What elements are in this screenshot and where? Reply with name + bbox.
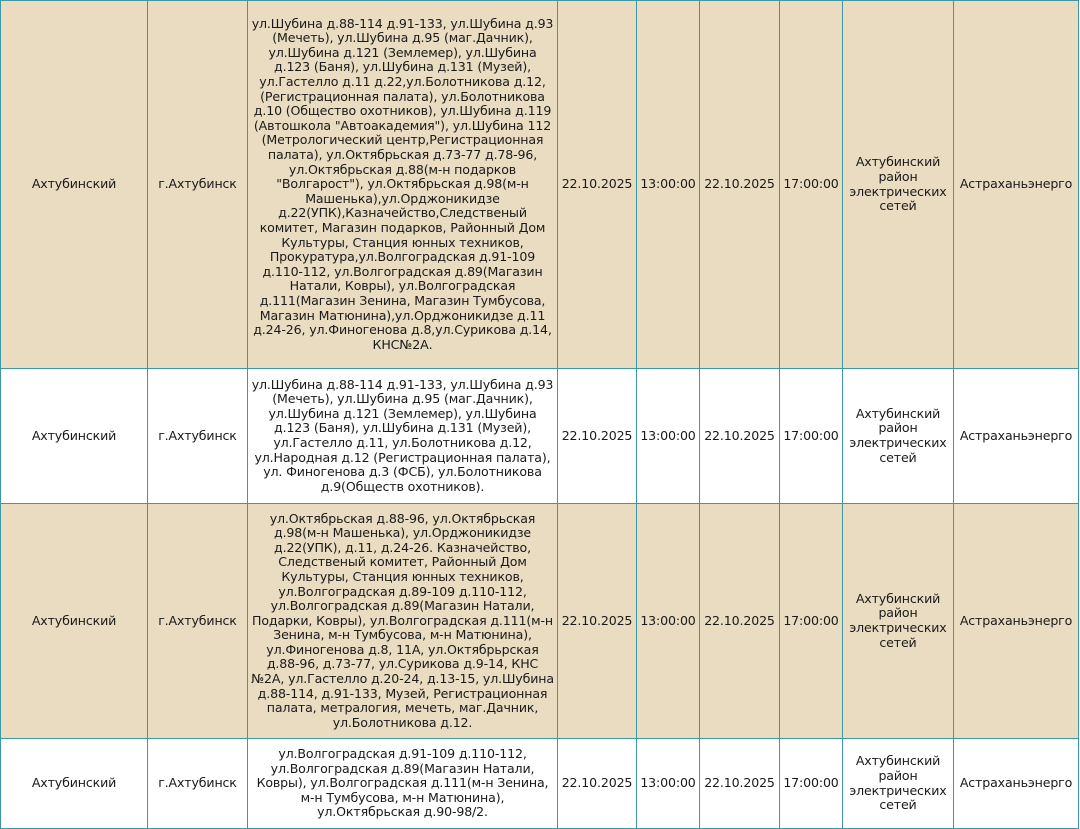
start-date-cell: 22.10.2025	[558, 504, 637, 739]
end-date-cell: 22.10.2025	[700, 1, 780, 369]
addresses-cell: ул.Волгоградская д.91-109 д.110-112, ул.Волгоградская д.89(Магазин Натали, Ковры), ул.Волгоградская д.111(м-н Зенина, м-н Тумбусова, м-н Матюнина), ул.Октябрьская д.90-98/2.	[248, 739, 558, 829]
district-cell: Ахтубинский	[1, 504, 148, 739]
table-row	[1, 1, 1079, 369]
network-unit-cell: Ахтубинский район электрических сетей	[843, 504, 954, 739]
locality-cell: г.Ахтубинск	[148, 1, 248, 369]
end-time-cell: 17:00:00	[780, 739, 843, 829]
end-time-cell: 17:00:00	[780, 504, 843, 739]
start-date-cell: 22.10.2025	[558, 739, 637, 829]
network-unit-cell: Ахтубинский район электрических сетей	[843, 1, 954, 369]
company-cell: Астраханьэнерго	[954, 1, 1079, 369]
end-date-cell: 22.10.2025	[700, 739, 780, 829]
locality-cell: г.Ахтубинск	[148, 504, 248, 739]
district-cell: Ахтубинский	[1, 369, 148, 504]
end-date-cell: 22.10.2025	[700, 369, 780, 504]
start-time-cell: 13:00:00	[637, 1, 700, 369]
start-time-cell: 13:00:00	[637, 739, 700, 829]
end-date-cell: 22.10.2025	[700, 504, 780, 739]
start-time-cell: 13:00:00	[637, 504, 700, 739]
company-cell: Астраханьэнерго	[954, 739, 1079, 829]
start-date-cell: 22.10.2025	[558, 369, 637, 504]
addresses-cell: ул.Шубина д.88-114 д.91-133, ул.Шубина д.93 (Мечеть), ул.Шубина д.95 (маг.Дачник), ул.Шубина д.121 (Землемер), ул.Шубина д.123 (Баня), ул.Шубина д.131 (Музей), ул.Гастелло д.11, ул.Болотникова д.12, ул.Народная д.12 (Регистрационная палата), ул. Финогенова д.3 (ФСБ), ул.Болотникова д.9(Обществ охотников).	[248, 369, 558, 504]
start-date-cell: 22.10.2025	[558, 1, 637, 369]
locality-cell: г.Ахтубинск	[148, 739, 248, 829]
addresses-cell: ул.Октябрьская д.88-96, ул.Октябрьская д.98(м-н Машенька), ул.Орджоникидзе д.22(УПК), д.11, д.24-26. Казначейство, Следственый комитет, Районный Дом Культуры, Станция юнных техников, ул.Волгоградская д.89-109 д.110-112, ул.Волгоградская д.89(Магазин Натали, Подарки, Ковры), ул.Волгоградская д.111(м-н Зенина, м-н Тумбусова, м-н Матюнина), ул.Финогенова д.8, 11А, ул.Октябрьрская д.88-96, д.73-77, ул.Сурикова д.9-14, КНС №2А, ул.Гастелло д.20-24, д.13-15, ул.Шубина д.88-114, д.91-133, Музей, Регистрационная палата, метралогия, мечеть, маг.Дачник, ул.Болотникова д.12.	[248, 504, 558, 739]
addresses-cell: ул.Шубина д.88-114 д.91-133, ул.Шубина д.93 (Мечеть), ул.Шубина д.95 (маг.Дачник), ул.Шубина д.121 (Землемер), ул.Шубина д.123 (Баня), ул.Шубина д.131 (Музей), ул.Гастелло д.11 д.22,ул.Болотникова д.12, (Регистрационная палата), ул.Болотникова д.10 (Общество охотников), ул.Шубина д.119 (Автошкола "Автоакадемия"), ул.Шубина 112 (Метрологический центр,Регистрационная палата), ул.Октябрьская д.73-77 д.78-96, ул.Октябрьская д.88(м-н подарков "Волгарост"), ул.Октябрьская д.98(м-н Машенька),ул.Орджоникидзе д.22(УПК),Казначейство,Следственый комитет, Магазин подарков, Районный Дом Культуры, Станция юнных техников, Прокуратура,ул.Волгоградская д.91-109 д.110-112, ул.Волгоградская д.89(Магазин Натали, Ковры), ул.Волгоградская д.111(Магазин Зенина, Магазин Тумбусова, Магазин Матюнина),ул.Орджоникидзе д.11 д.24-26, ул.Финогенова д.8,ул.Сурикова д.14, КНС№2А.	[248, 1, 558, 369]
locality-cell: г.Ахтубинск	[148, 369, 248, 504]
company-cell: Астраханьэнерго	[954, 369, 1079, 504]
table-row	[1, 504, 1079, 739]
end-time-cell: 17:00:00	[780, 1, 843, 369]
company-cell: Астраханьэнерго	[954, 504, 1079, 739]
district-cell: Ахтубинский	[1, 739, 148, 829]
network-unit-cell: Ахтубинский район электрических сетей	[843, 739, 954, 829]
start-time-cell: 13:00:00	[637, 369, 700, 504]
table-row	[1, 739, 1079, 829]
end-time-cell: 17:00:00	[780, 369, 843, 504]
network-unit-cell: Ахтубинский район электрических сетей	[843, 369, 954, 504]
table-row	[1, 369, 1079, 504]
district-cell: Ахтубинский	[1, 1, 148, 369]
